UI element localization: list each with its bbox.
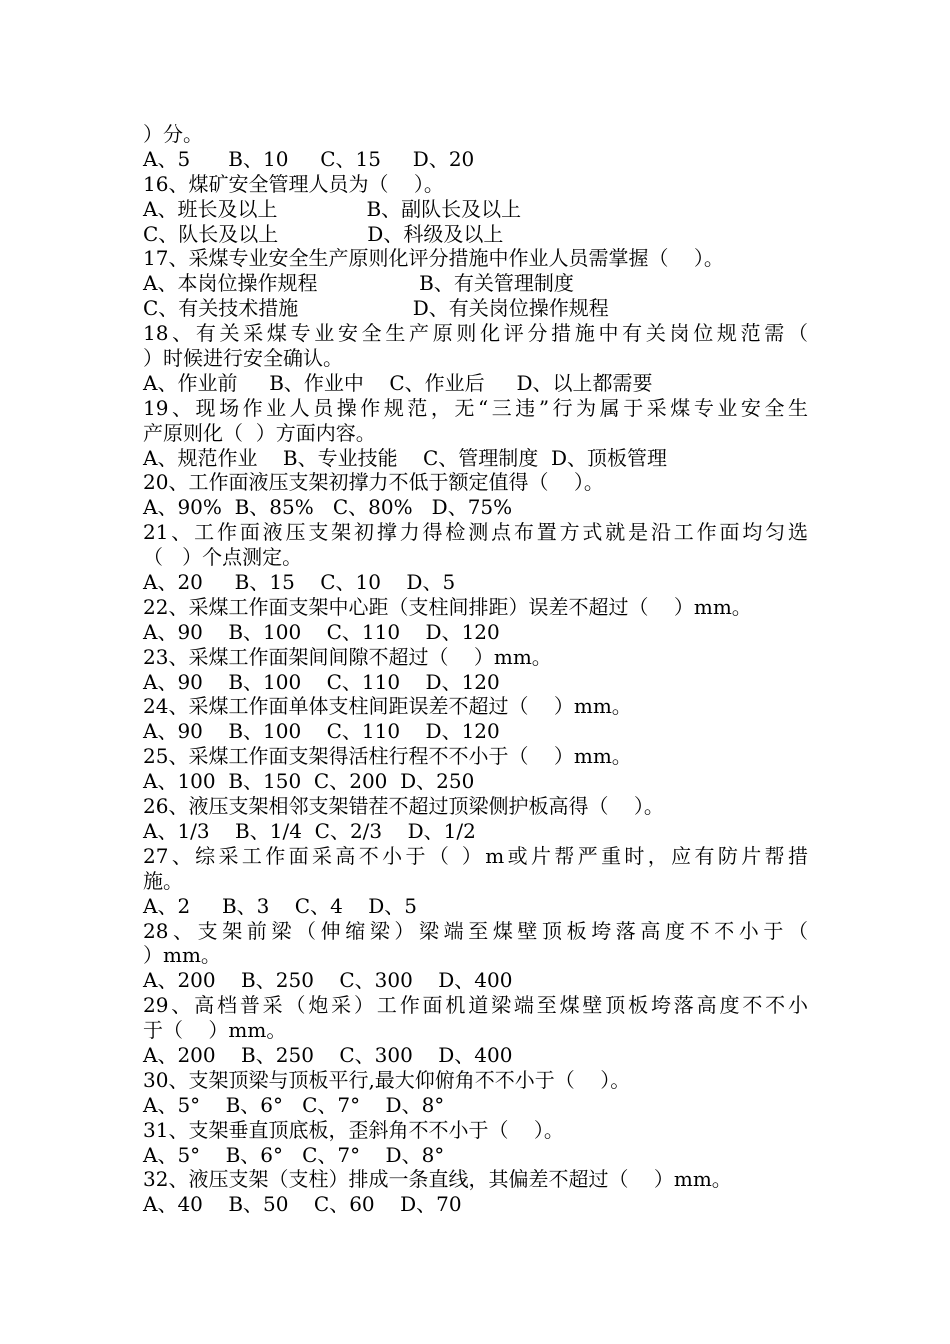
text-line: A、20 B、15 C、10 D、5 — [143, 570, 456, 595]
text-line: A、40 B、50 C、60 D、70 — [143, 1192, 462, 1217]
text-line: 26、液压支架相邻支架错茬不超过顶梁侧护板高得（ ）。 — [143, 794, 664, 819]
text-line: A、2 B、3 C、4 D、5 — [143, 893, 418, 918]
text-line: 17、采煤专业安全生产原则化评分措施中作业人员需掌握（ ）。 — [143, 246, 724, 271]
text-line: 21、工作面液压支架初撑力得检测点布置方式就是沿工作面均匀选 — [143, 520, 808, 545]
text-line: A、作业前 B、作业中 C、作业后 D、以上都需要 — [143, 370, 653, 395]
text-line: C、队长及以上 D、科级及以上 — [143, 221, 504, 246]
text-line: A、90 B、100 C、110 D、120 — [143, 669, 500, 694]
text-line: ）mm。 — [143, 943, 221, 968]
text-line: 32、液压支架（支柱）排成一条直线，其偏差不超过（ ）mm。 — [143, 1167, 732, 1192]
document-page — [143, 122, 808, 1217]
text-line: 31、支架垂直顶底板，歪斜角不不小于（ ）。 — [143, 1117, 564, 1142]
text-line: 18、有关采煤专业安全生产原则化评分措施中有关岗位规范需（ — [143, 321, 808, 346]
text-line: （ ）个点测定。 — [143, 545, 303, 570]
text-line: 产原则化（ ）方面内容。 — [143, 420, 376, 445]
text-line: 29、高档普采（炮采）工作面机道梁端至煤壁顶板垮落高度不不小 — [143, 993, 808, 1018]
text-line: 27、综采工作面采高不小于（ ）m或片帮严重时，应有防片帮措 — [143, 843, 808, 868]
text-line: 25、采煤工作面支架得活柱行程不不小于（ ）mm。 — [143, 744, 632, 769]
text-line: ）时候进行安全确认。 — [143, 346, 343, 371]
text-line: A、5° B、6° C、7° D、8° — [143, 1092, 445, 1117]
text-line: A、90 B、100 C、110 D、120 — [143, 719, 500, 744]
text-line: A、本岗位操作规程 B、有关管理制度 — [143, 271, 574, 296]
text-line: A、200 B、250 C、300 D、400 — [143, 968, 513, 993]
text-line: A、5° B、6° C、7° D、8° — [143, 1142, 445, 1167]
text-line: 19、现场作业人员操作规范，无“三违”行为属于采煤专业安全生 — [143, 395, 808, 420]
text-line: ）分。 — [143, 122, 203, 146]
text-line: A、5 B、10 C、15 D、20 — [143, 146, 475, 171]
text-line: 于（ ）mm。 — [143, 1018, 287, 1043]
text-line: A、90% B、85% C、80% D、75% — [143, 495, 513, 520]
text-line: A、90 B、100 C、110 D、120 — [143, 619, 500, 644]
text-line: 24、采煤工作面单体支柱间距误差不超过（ ）mm。 — [143, 694, 632, 719]
text-line: A、班长及以上 B、副队长及以上 — [143, 196, 522, 221]
text-line: 30、支架顶梁与顶板平行,最大仰俯角不不小于（ ）。 — [143, 1067, 631, 1092]
text-line: 16、煤矿安全管理人员为（ ）。 — [143, 171, 444, 196]
text-line: 23、采煤工作面架间间隙不超过（ ）mm。 — [143, 644, 552, 669]
text-line: A、200 B、250 C、300 D、400 — [143, 1042, 513, 1067]
text-line: A、规范作业 B、专业技能 C、管理制度 D、顶板管理 — [143, 445, 668, 470]
text-line: 施。 — [143, 868, 183, 893]
text-line: A、1/3 B、1/4 C、2/3 D、1/2 — [143, 818, 476, 843]
text-line: 28、支架前梁（伸缩梁）梁端至煤壁顶板垮落高度不不小于（ — [143, 918, 808, 943]
text-line: 22、采煤工作面支架中心距（支柱间排距）误差不超过（ ）mm。 — [143, 594, 752, 619]
text-line: A、100 B、150 C、200 D、250 — [143, 769, 475, 794]
text-line: 20、工作面液压支架初撑力不低于额定值得（ ）。 — [143, 470, 604, 495]
text-line: C、有关技术措施 D、有关岗位操作规程 — [143, 296, 609, 321]
